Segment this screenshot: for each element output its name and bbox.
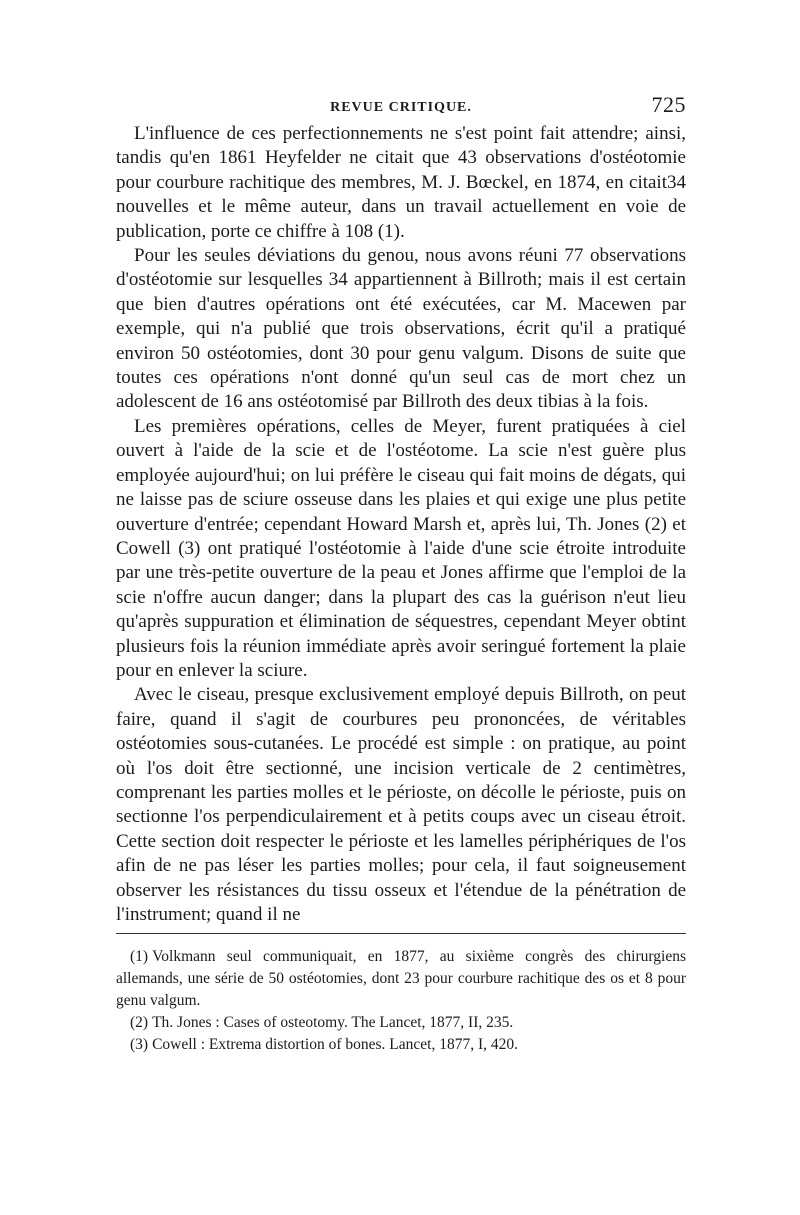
page-header <box>116 92 686 122</box>
paragraph: Les premières opérations, celles de Meyer, furent pratiquées à ciel ouvert à l'aide de la scie et de l'ostéotome. La scie n'est guère plus employée aujourd'hui; on lui préfère le ciseau qui fait moins de dégats, qui ne laisse pas de sciure osseuse dans les plaies et qui exige une plus petite ouverture d'entrée; cependant Howard Marsh et, après lui, Th. Jones (2) et Cowell (3) ont pratiqué l'ostéotomie à l'aide d'une scie étroite introduite par une très-petite ouverture de la peau et Jones affirme que l'emploi de la scie n'offre aucun danger; dans la plupart des cas la guérison n'eut lieu qu'après suppuration et élimination de séquestres, cependant Meyer obtint plusieurs fois la réunion immédiate après avoir seringué fortement la plaie pour en enlever la sciure. <box>116 415 686 681</box>
footnote-text: Th. Jones : Cases of osteotomy. The Lancet, 1877, II, 235. <box>152 1014 514 1032</box>
paragraph: L'influence de ces perfectionnements ne s'est point fait attendre; ainsi, tandis qu'en 1861 Heyfelder ne citait que 43 observations d'ostéotomie pour courbure rachitique des membres, M. J. Bœckel, en 1874, en citait34 nouvelles et le même auteur, dans un travail actuellement en voie de publication, porte ce chiffre à 108 (1). <box>116 123 686 242</box>
footnote-number: (2) <box>130 1014 149 1032</box>
footnote-number: (1) <box>130 948 149 966</box>
footnote-text: Cowell : Extrema distortion of bones. Lancet, 1877, I, 420. <box>152 1036 518 1054</box>
footnote-number: (3) <box>130 1036 149 1054</box>
footnotes <box>116 946 686 1056</box>
paragraph: Avec le ciseau, presque exclusivement employé depuis Billroth, on peut faire, quand il s'agit de courbures peu prononcées, de véritables ostéotomies sous-cutanées. Le procédé est simple : on pratique, au point où l'os doit être sectionné, une incision verticale de 2 centimètres, comprenant les parties molles et le périoste, on décolle le périoste, puis on sectionne l'os perpendiculairement et à petits coups avec un ciseau étroit. Cette section doit respecter le périoste et les lamelles périphériques de l'os afin de ne pas léser les parties molles; pour cela, il faut soigneusement observer les résistances du tissu osseux et l'étendue de la pénétration de l'instrument; quand il ne <box>116 684 686 925</box>
footnote <box>116 1012 686 1034</box>
footnote-divider <box>116 933 686 934</box>
footnote-text: Volkmann seul communiquait, en 1877, au sixième congrès des chirurgiens allemands, une série de 50 ostéotomies, dont 23 pour courbure rachitique des os et 8 pour genu valgum. <box>116 948 686 1010</box>
paragraph: Pour les seules déviations du genou, nous avons réuni 77 observations d'ostéotomie sur lesquelles 34 appartiennent à Billroth; mais il est certain que bien d'autres opérations ont été exécutées, car M. Macewen par exemple, qui n'a publié que trois observations, écrit qu'il a pratiqué environ 50 ostéotomies, dont 30 pour genu valgum. Disons de suite que toutes ces opérations n'ont donné qu'un seul cas de mort chez un adolescent de 16 ans ostéotomisé par Billroth des deux tibias à la fois. <box>116 245 686 413</box>
running-title: REVUE CRITIQUE. <box>330 100 472 115</box>
body-text <box>116 122 686 927</box>
book-page <box>116 92 686 1056</box>
footnote <box>116 1034 686 1056</box>
footnote <box>116 946 686 1012</box>
page-number: 725 <box>651 92 686 117</box>
